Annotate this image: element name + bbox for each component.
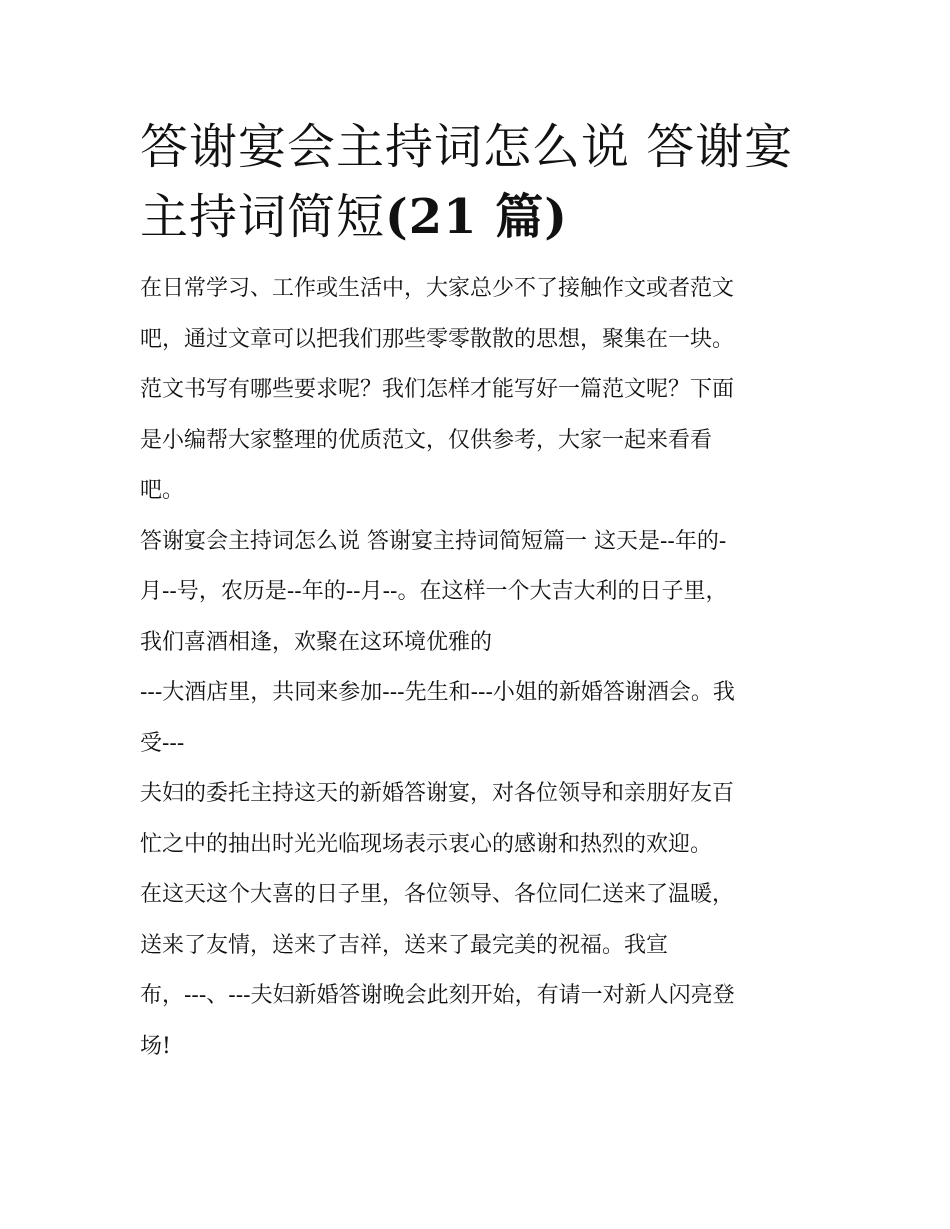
body-line: 我们喜酒相逢，欢聚在这环境优雅的 <box>140 629 493 655</box>
body-line: 范文书写有哪些要求呢？我们怎样才能写好一篇范文呢？下面 <box>140 377 735 402</box>
body-line: 是小编帮大家整理的优质范文，仅供参考，大家一起来看看 <box>140 427 713 453</box>
body-line: 月--号，农历是--年的--月--。在这样一个大吉大利的日子里， <box>140 579 728 604</box>
document-body <box>140 264 820 1072</box>
title-line-2 <box>140 182 820 252</box>
body-line: 吧，通过文章可以把我们那些零零散散的思想，聚集在一块。 <box>140 326 735 352</box>
title-line-1: 答谢宴会主持词怎么说 答谢宴 <box>140 119 794 175</box>
body-line: 忙之中的抽出时光光临现场表示衷心的感谢和热烈的欢迎。 <box>140 831 713 857</box>
document-page <box>140 112 820 1072</box>
body-line: 答谢宴会主持词怎么说 答谢宴主持词简短篇一 这天是--年的- <box>140 528 727 554</box>
title-line-2-text: 主持词简短 <box>140 189 386 245</box>
body-line: 场! <box>140 1033 171 1059</box>
body-line: 布，---、---夫妇新婚答谢晚会此刻开始，有请一对新人闪亮登 <box>140 983 735 1008</box>
body-line: 在这天这个大喜的日子里，各位领导、各位同仁送来了温暖， <box>140 882 735 907</box>
body-line: 在日常学习、工作或生活中，大家总少不了接触作文或者范文 <box>140 276 735 301</box>
body-line: ---大酒店里，共同来参加---先生和---小姐的新婚答谢酒会。我 <box>140 680 735 705</box>
title-count: (21 篇) <box>385 189 568 245</box>
body-line: 吧。 <box>140 478 185 503</box>
body-line: 送来了友情，送来了吉祥，送来了最完美的祝福。我宣 <box>140 932 669 958</box>
body-line: 夫妇的委托主持这天的新婚答谢宴，对各位领导和亲朋好友百 <box>140 781 735 806</box>
body-line: 受--- <box>140 730 185 756</box>
document-title <box>140 112 820 252</box>
